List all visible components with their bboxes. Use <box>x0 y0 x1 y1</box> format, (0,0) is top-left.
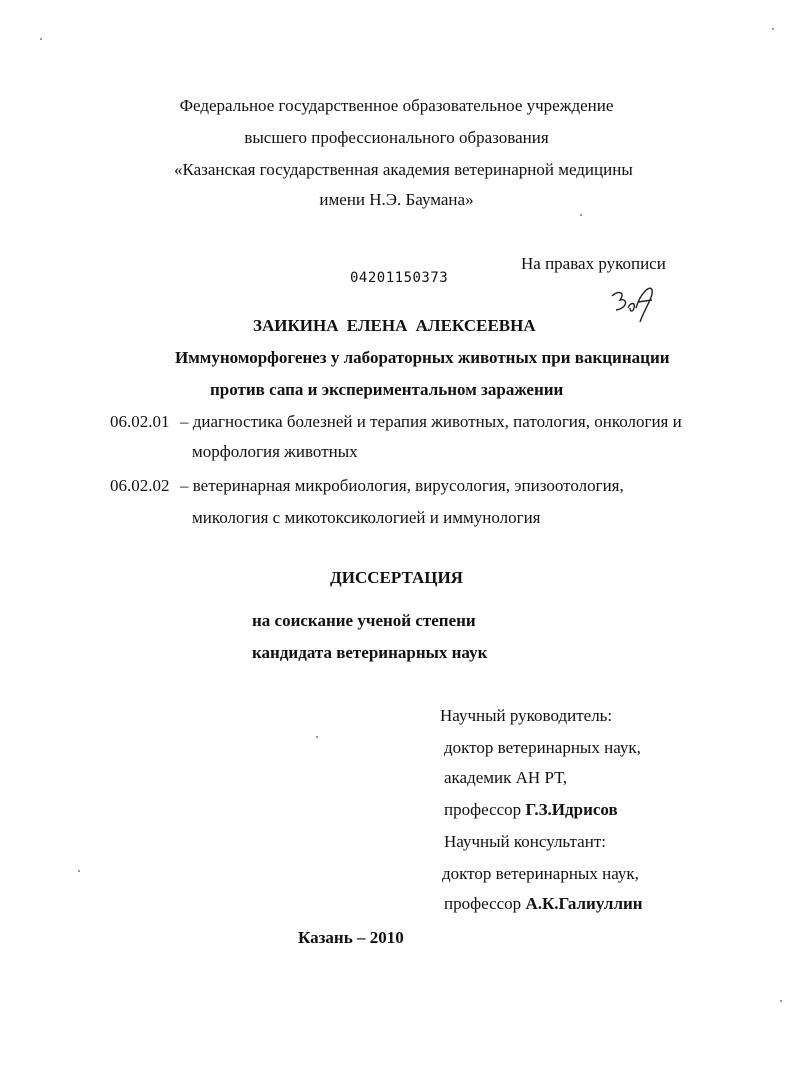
city-year: Казань – 2010 <box>298 928 404 947</box>
institution-line-3: «Казанская государственная академия ветеринарной медицины <box>174 160 633 179</box>
specialty-1-line-2: морфология животных <box>192 442 358 461</box>
specialty-2-code: 06.02.02 <box>110 476 170 495</box>
specialty-1-code: 06.02.01 <box>110 412 170 431</box>
author-name: ЗАИКИНА ЕЛЕНА АЛЕКСЕЕВНА <box>253 316 536 335</box>
institution-line-4: имени Н.Э. Баумана» <box>319 190 474 209</box>
consultant-degree: доктор ветеринарных наук, <box>442 864 639 883</box>
supervisor-label: Научный руководитель: <box>440 706 613 725</box>
document-type: ДИССЕРТАЦИЯ <box>330 568 463 587</box>
consultant-name: А.К.Галиуллин <box>525 894 643 913</box>
supervisor-degree: доктор ветеринарных наук, <box>444 738 641 757</box>
supervisor-title <box>444 800 618 820</box>
institution-line-2: высшего профессионального образования <box>244 128 549 147</box>
consultant-title <box>444 894 643 914</box>
specialty-2-line-2: микология с микотоксикологией и иммунология <box>192 508 541 527</box>
author-signature <box>606 282 666 328</box>
stamp-number: 04201150373 <box>350 270 449 286</box>
consultant-label: Научный консультант: <box>444 832 606 851</box>
degree-line-1: на соискание ученой степени <box>252 611 476 630</box>
scan-speck <box>780 1000 782 1002</box>
supervisor-academic: академик АН РТ, <box>444 768 568 787</box>
supervisor-name: Г.З.Идрисов <box>525 800 618 819</box>
supervisor-prefix: профессор <box>444 800 522 819</box>
scan-speck <box>772 28 774 30</box>
scan-speck <box>78 870 80 872</box>
institution-line-1: Федеральное государственное образовательное учреждение <box>179 96 614 115</box>
degree-line-2: кандидата ветеринарных наук <box>252 643 488 662</box>
scan-speck <box>40 38 42 40</box>
specialty-2-line-1: – ветеринарная микробиология, вирусология, эпизоотология, <box>180 476 624 495</box>
scan-speck <box>316 736 318 738</box>
dissertation-title-line-1: Иммуноморфогенез у лабораторных животных при вакцинации <box>175 348 670 367</box>
specialty-1-line-1: – диагностика болезней и терапия животных, патология, онкология и <box>180 412 682 431</box>
manuscript-rights: На правах рукописи <box>521 254 666 273</box>
scan-speck <box>580 214 582 216</box>
dissertation-title-line-2: против сапа и экспериментальном заражении <box>210 380 564 399</box>
consultant-prefix: профессор <box>444 894 522 913</box>
